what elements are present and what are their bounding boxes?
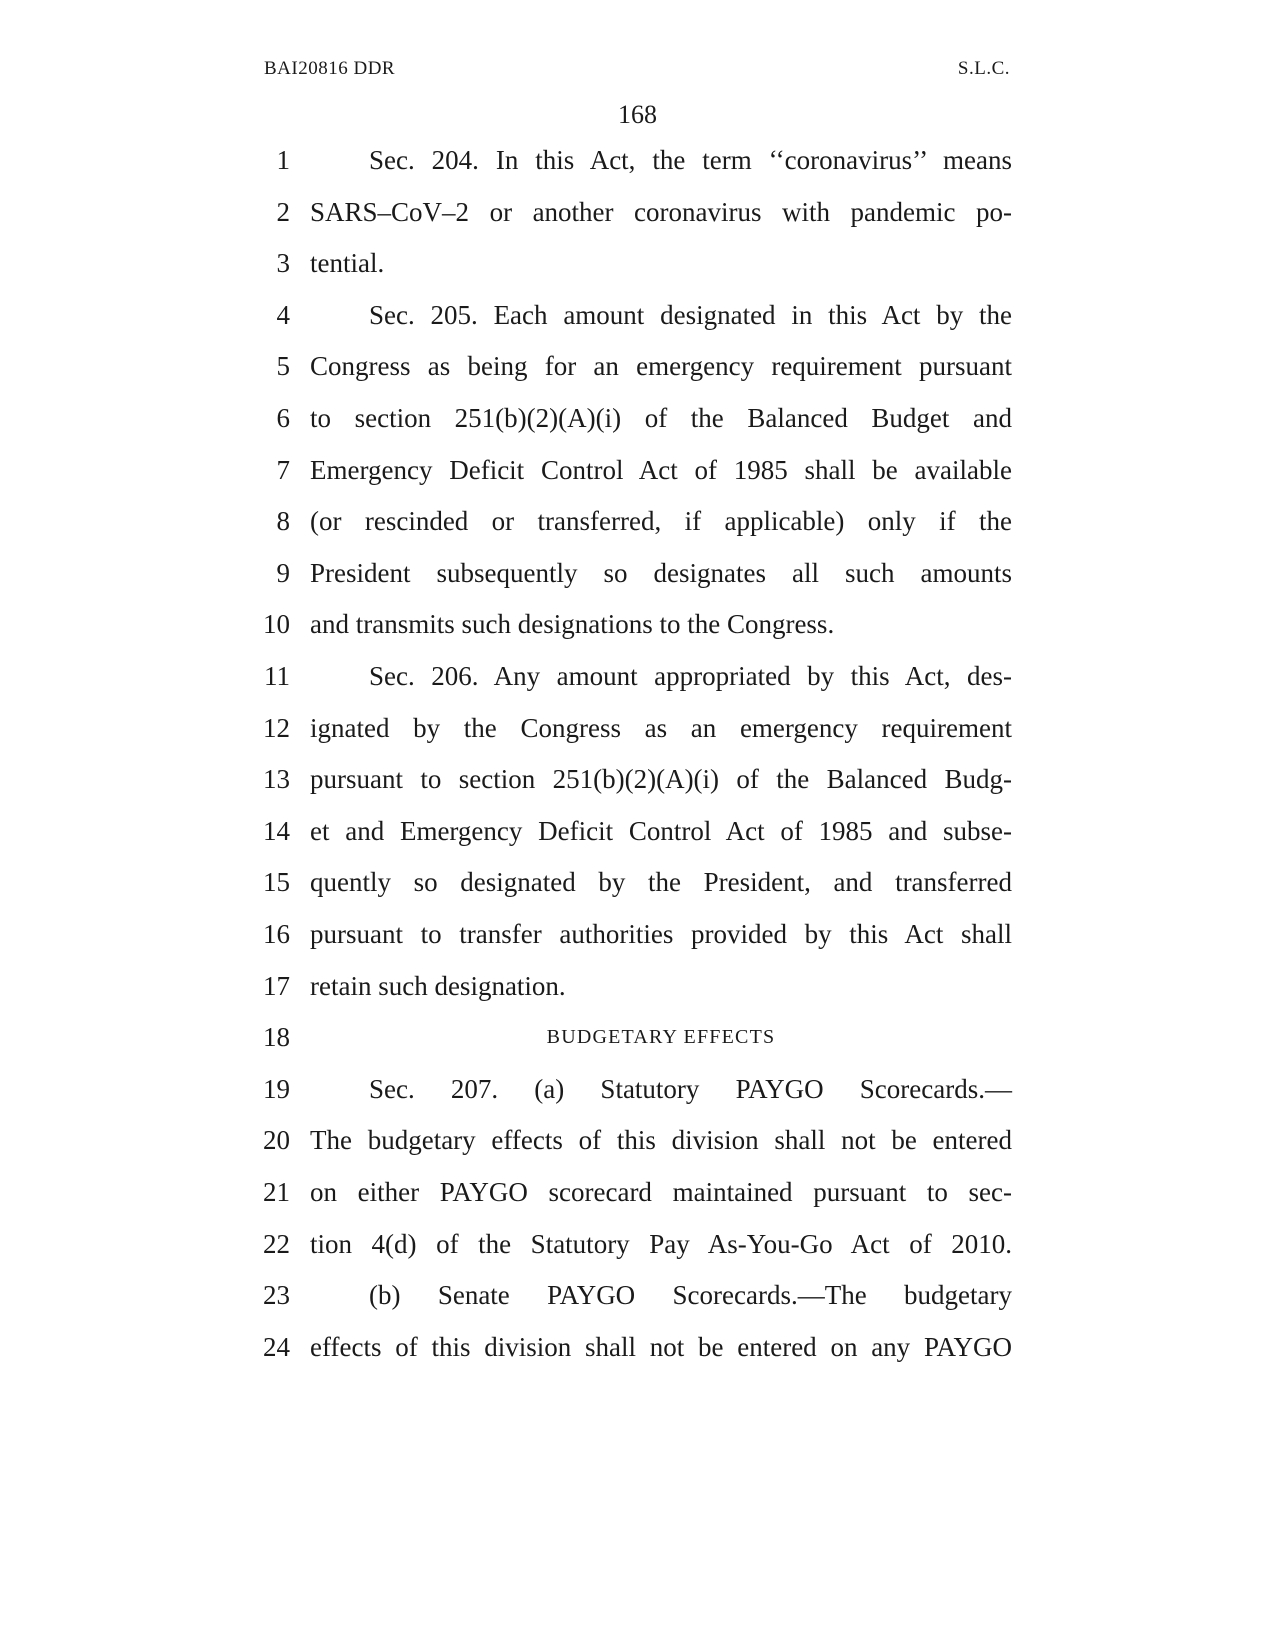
line-number: 18 (263, 1022, 290, 1053)
text-line (0, 450, 1275, 504)
document-id: BAI20816 DDR (264, 58, 396, 79)
text-line (0, 759, 1275, 813)
line-number: 8 (276, 506, 290, 537)
line-number: 1 (276, 145, 290, 175)
line-text: pursuant to section 251(b)(2)(A)(i) of the Balanced Budg- (310, 764, 1012, 795)
line-number: 14 (263, 815, 290, 846)
line-number: 11 (264, 661, 290, 691)
text-line (0, 1224, 1275, 1278)
line-number: 7 (276, 454, 290, 485)
line-text: tential. (310, 248, 385, 279)
text-line (0, 140, 1275, 194)
line-text: et and Emergency Deficit Control Act of 1985 and subse- (310, 815, 1012, 846)
text-line (0, 1017, 1275, 1071)
line-number: 17 (263, 970, 290, 1001)
line-number: 6 (276, 403, 290, 433)
text-line (0, 966, 1275, 1020)
line-text: retain such designation. (310, 970, 566, 1001)
line-text: quently so designated by the President, and transferred (310, 867, 1012, 898)
line-text: Sec. 206. Any amount appropriated by this Act, des- (369, 661, 1012, 691)
line-number: 23 (263, 1280, 290, 1311)
text-line (0, 1120, 1275, 1174)
text-line (0, 1327, 1275, 1381)
line-number: 16 (263, 919, 290, 949)
line-number: 12 (263, 712, 290, 743)
line-text: effects of this division shall not be entered on any PAYGO (310, 1331, 1012, 1362)
text-line (0, 1172, 1275, 1226)
line-text: (b) Senate PAYGO Scorecards.—The budgetary (369, 1280, 1012, 1311)
text-line (0, 1069, 1275, 1123)
line-number: 9 (276, 557, 290, 588)
text-line (0, 243, 1275, 297)
page-number: 168 (618, 100, 657, 129)
line-number: 24 (263, 1331, 290, 1362)
line-text: (or rescinded or transferred, if applicable) only if the (310, 506, 1012, 537)
line-text: to section 251(b)(2)(A)(i) of the Balanced Budget and (310, 403, 1012, 433)
line-number: 15 (263, 867, 290, 898)
text-line (0, 553, 1275, 607)
line-text: SARS–CoV–2 or another coronavirus with pandemic po- (310, 196, 1012, 227)
line-number: 21 (263, 1177, 290, 1207)
line-number: 22 (263, 1228, 290, 1259)
line-text: pursuant to transfer authorities provided by this Act shall (310, 919, 1012, 949)
text-line (0, 501, 1275, 555)
line-number: 10 (263, 609, 290, 640)
line-number: 3 (276, 248, 290, 279)
text-line (0, 656, 1275, 710)
line-text: tion 4(d) of the Statutory Pay As-You-Go Act of 2010. (310, 1228, 1012, 1259)
text-line (0, 811, 1275, 865)
line-text: Sec. 207. (a) Statutory PAYGO Scorecards.— (369, 1073, 1012, 1104)
line-text: Congress as being for an emergency requirement pursuant (310, 351, 1012, 382)
line-text: on either PAYGO scorecard maintained pursuant to sec- (310, 1177, 1012, 1207)
text-line (0, 295, 1275, 349)
line-text: Sec. 204. In this Act, the term ‘‘coronavirus’’ means (369, 145, 1012, 175)
line-number: 13 (263, 764, 290, 795)
text-line (0, 1275, 1275, 1329)
line-number: 2 (276, 196, 290, 227)
text-line (0, 192, 1275, 246)
text-line (0, 914, 1275, 968)
section-heading: BUDGETARY EFFECTS (546, 1026, 776, 1049)
line-number: 5 (276, 351, 290, 382)
text-line (0, 862, 1275, 916)
office-code: S.L.C. (957, 58, 1010, 79)
line-text: Sec. 205. Each amount designated in this Act by the (369, 299, 1012, 330)
line-number: 19 (263, 1073, 290, 1104)
line-number: 4 (276, 299, 290, 330)
line-text: ignated by the Congress as an emergency requirement (310, 712, 1012, 743)
text-line (0, 604, 1275, 658)
text-line (0, 346, 1275, 400)
line-text: The budgetary effects of this division shall not be entered (310, 1125, 1012, 1156)
text-line (0, 398, 1275, 452)
line-text: President subsequently so designates all such amounts (310, 557, 1012, 588)
line-number: 20 (263, 1125, 290, 1156)
line-text: Emergency Deficit Control Act of 1985 shall be available (310, 454, 1012, 485)
text-line (0, 708, 1275, 762)
line-text: and transmits such designations to the Congress. (310, 609, 835, 640)
